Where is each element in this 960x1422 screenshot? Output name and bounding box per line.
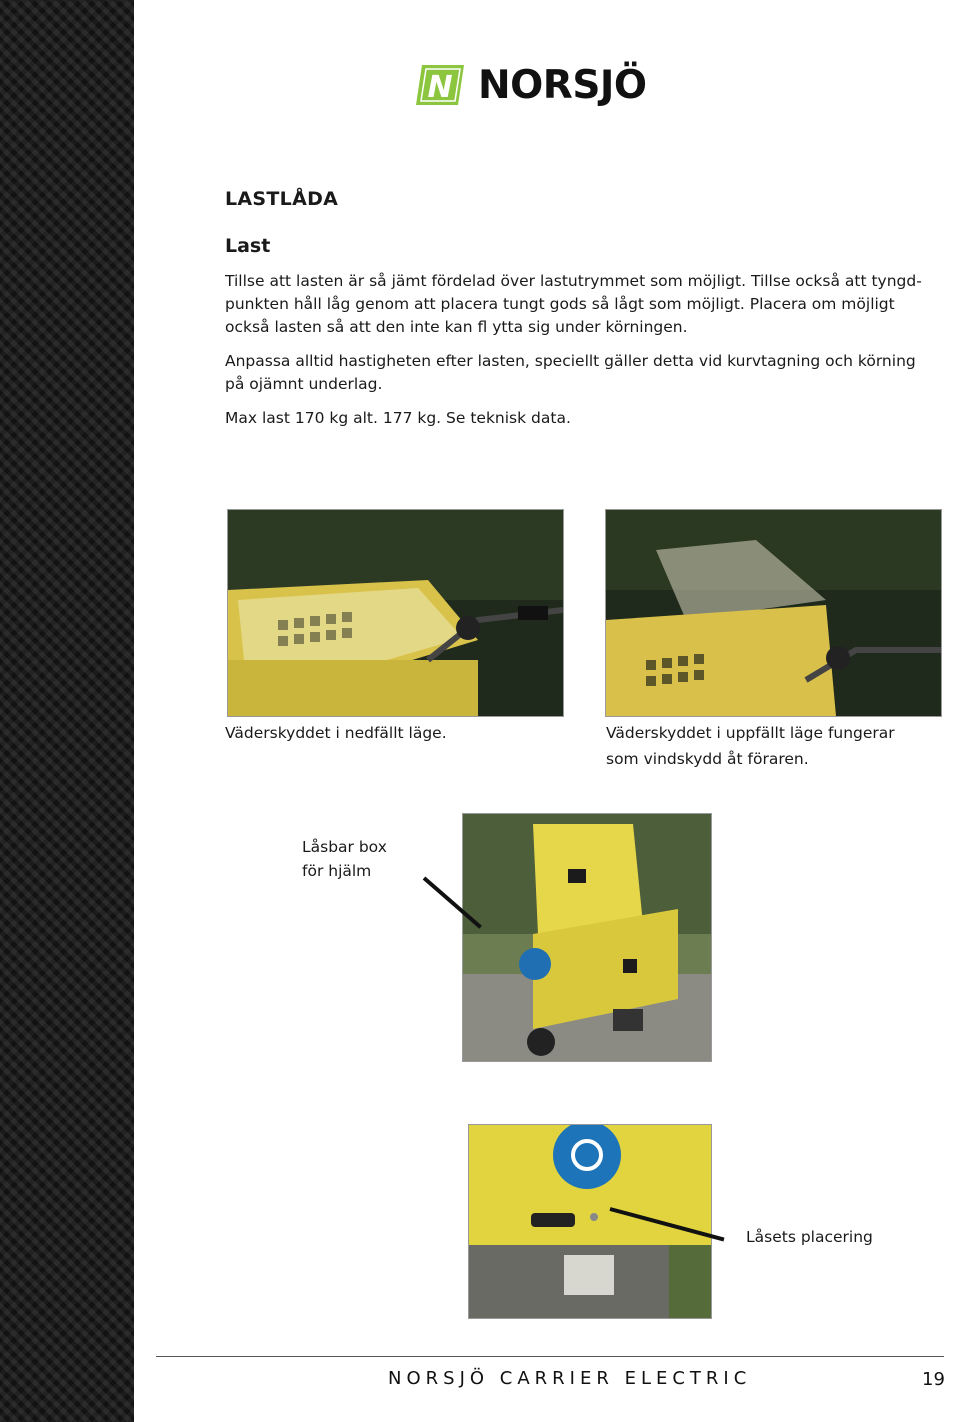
footer-title: NORSJÖ CARRIER ELECTRIC	[388, 1368, 752, 1389]
footer-divider	[156, 1356, 944, 1357]
caption-line: som vindskydd åt föraren.	[606, 750, 809, 768]
paragraph-speed	[225, 350, 955, 396]
caption-line: Väderskyddet i uppfällt läge fungerar	[606, 724, 895, 742]
caption-lock-placement: Låsets placering	[746, 1228, 873, 1246]
norsjo-logo	[416, 64, 647, 106]
carbon-fiber-sidebar	[0, 0, 134, 1422]
paragraph-line: på ojämnt underlag.	[225, 375, 383, 393]
section-subheading: Last	[225, 235, 271, 257]
page-number: 19	[922, 1369, 945, 1390]
photo-lock-placement	[468, 1124, 712, 1319]
photo-shield-folded-down	[227, 509, 564, 717]
paragraph-line: punkten håll låg genom att placera tungt gods så lågt som möjligt. Placera om möjligt	[225, 295, 895, 313]
paragraph-max-load: Max last 170 kg alt. 177 kg. Se teknisk data.	[225, 409, 571, 427]
photo-lockable-helmet-box	[462, 813, 712, 1062]
paragraph-line: Anpassa alltid hastigheten efter lasten, speciellt gäller detta vid kurvtagning och körning	[225, 352, 916, 370]
caption-helmet-box	[302, 835, 387, 883]
photo-shield-folded-up	[605, 509, 942, 717]
caption-shield-up	[606, 720, 946, 772]
logo-wordmark: NORSJÖ	[478, 62, 647, 108]
paragraph-load-distribution	[225, 270, 955, 339]
caption-line: för hjälm	[302, 862, 372, 880]
caption-line: Låsbar box	[302, 838, 387, 856]
section-heading: LASTLÅDA	[225, 188, 339, 210]
caption-shield-down: Väderskyddet i nedfällt läge.	[225, 724, 447, 742]
paragraph-line: Tillse att lasten är så jämt fördelad över lastutrymmet som möjligt. Tillse också att tyngd-	[225, 272, 922, 290]
paragraph-line: också lasten så att den inte kan fl ytta sig under körningen.	[225, 318, 688, 336]
norsjo-logo-mark-icon	[416, 65, 464, 105]
logo-mark-letter: N	[427, 70, 453, 105]
